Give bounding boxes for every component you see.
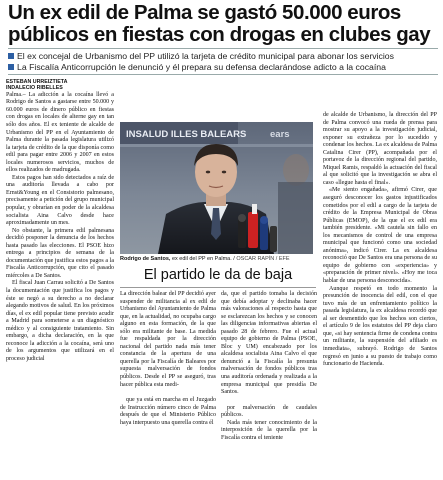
headline-line-1: Un ex edil de Palma se gastó 50.000 euros <box>8 1 401 24</box>
paragraph: da, que el partido tomaba la decisión que debía adoptar y declinaba hacer más valoraciones al respecto hasta que se esclarezcan los hechos y se conocen las diligencias informativas abiertas el pasado 28 de febrero. Fue el actual equipo de gobierno de Palma (PSOE, Bloc y UM) encabezado por los alcaldesa socialista Aina Calvo el que denunció a la Fiscalía la presunta malversación de fondos públicos tras una auditoría ordenada y realizada a la empresa municipal que presidía De Santos. <box>221 291 317 396</box>
divider <box>8 48 438 49</box>
paragraph: «Me siento engañada», afirmó Cirer, que aseguró desconocer los gastos injustificados cometidos por el edil a cargo de la tarjeta de crédito de la Empresa Municipal de Obras Públicas (EMOP), de la que el ex edil era también presidente. «Mi cautela sin fallo en los mecanismos de control de una empresa municipal que funcionó como una sociedad anónima», indicó Cirer. La ex alcaldesa reconoció que De Santos era una persona de su equipo de gobierno con «experiencia» y «preparación de primer nivel». «Hoy me toca hablar de una persona desconocida». <box>323 187 437 285</box>
paragraph: por malversación de caudales públicos. <box>221 404 317 419</box>
caption-text: ex edil del PP en Palma. / <box>170 256 235 262</box>
deck-text: La Fiscalía Anticorrupción le denunció y él prepara su defensa declarándose adicto a la cocaína <box>17 61 386 72</box>
paragraph: No obstante, la primera edil palmesana decidió posponer la denuncia de los hechos hasta pasado las elecciones. El PSOE hizo entrega a principios de semana de la documentación que justifica estos pagos a la Fiscalía Anticorrupción, que cito el pasado miércoles a De Santos. <box>6 227 114 279</box>
paragraph: Estos pagos han sido detectados a raíz de una auditoría llevada a cabo por Ernst&Young en el Consistorio palmesano, precisamente a petición del grupo municipal popular, y obrarían en poder de la alcaldesa socialista Aina Calvo desde hace aproximadamente un mes. <box>6 174 114 227</box>
paragraph: que ya está en marcha en el Juzgado de Instrucción número cinco de Palma después de que el Ministerio Público haya interpuesto una querella contra él <box>120 397 216 426</box>
deck <box>8 51 438 72</box>
caption-name: Rodrigo de Santos, <box>120 256 171 262</box>
square-bullet-icon <box>8 53 14 59</box>
divider <box>8 74 438 75</box>
article-column-4 <box>323 112 437 369</box>
paragraph: El fiscal Juan Carrau solicitó a De Santos la documentación que justifica los pagos y éste se negó a su derecho a no declarar alegando motivos de salud. En los próximos días, el ex edil popular tiene previsto acudir a Madrid para someterse a un diagnóstico médico y al consiguiente tratamiento. Sin embargo, a dicha declaración, en la que reconoce la adicción a la cocaína, será uno de los argumentos que utilizará en el proceso judicial <box>6 280 114 362</box>
headline <box>8 2 438 46</box>
section-subhead: El partido le da de baja <box>143 267 293 283</box>
paragraph: Palma.– La adicción a la cocaína llevó a Rodrigo de Santos a gastarse entre 50.000 y 60.000 euros de dinero público en fiestas con drogas en locales de alterne gay en tan sólo dos años. El ex teniente de alcalde de Urbanismo del PP en el Ayuntamiento de Palma durante la pasada legislatura utilizó la tarjeta de crédito de la que disponía como edil para pagar entre 2006 y 2007 en estos locales numerosos servicios, muchos de ellos realizados de madrugada. <box>6 91 114 174</box>
paragraph: La dirección balear del PP decidió ayer suspender de militancia al ex edil de Urbanismo del Ayuntamiento de Palma que, en la actualidad, no ocupaba cargo alguno en esta formación, de la que sólo era militante de base. La medida fue respaldada por la dirección nacional del partido nada más tener constancia de la apertura de una querella por la Fiscalía de Baleares por supuesta malversación de fondos públicos. Desde el PP se aseguró, tras hacer pública esta medi- <box>120 291 216 388</box>
backdrop-text: ears <box>270 129 290 140</box>
divider <box>120 287 316 288</box>
square-bullet-icon <box>8 64 14 70</box>
article-column-2 <box>120 291 216 427</box>
byline <box>6 79 114 92</box>
byline-author: ESTEBAN URREIZTIETA <box>6 79 68 85</box>
byline-author: INDALECIO RIBELLES <box>6 85 63 92</box>
paragraph: Nada más tener conocimiento de la interposición de la querella por la Fiscalía contra el teniente <box>221 419 317 441</box>
paragraph: de alcalde de Urbanismo, la dirección del PP de Palma convocó una rueda de prensa para mostrar su apoyo a la investigación judicial, exponer su extrañeza por lo sucedido y condenar los hechos. La ex alcaldesa de Palma Catalina Cirer (PP), acompañada por el portavoz de la dirección regional del partido, Miquel Ramis, respaldó la actuación del fiscal al que solicitó que la investigación se abra el caso «llegue hasta el final». <box>323 112 437 186</box>
news-photo <box>120 122 313 254</box>
photo-credit: OSCAR RAPÍN / EFE <box>234 256 290 262</box>
paragraph: Aunque respetó en todo momento la presunción de inocencia del edil, con el que tuvo más de un enfrentamiento político la pasada legislatura, la ex alcaldesa recordó que al ser desmentido que los hechos son ciertos, el artículo 9 de los estatutos del PP deja claro que, «si hay sentencia firme de condena contra un militante, la suspensión del afiliado es inmediata», subrayó. Rodrigo de Santos regresó en junio a su puesto de trabajo como funcionario de Hacienda. <box>323 285 437 368</box>
deck-item <box>8 51 438 62</box>
deck-text: El ex concejal de Urbanismo del PP utilizó la tarjeta de crédito municipal para abonar los servicios <box>17 51 394 61</box>
headline-line-2: públicos en fiestas con drogas en clubes gay <box>8 23 431 46</box>
photo-illustration <box>120 122 313 254</box>
backdrop-text: INSALUD ILLES BALEARS <box>126 129 247 140</box>
photo-caption <box>120 256 316 263</box>
deck-item <box>8 62 438 73</box>
article-column-1 <box>6 79 114 364</box>
article-column-3 <box>221 291 317 442</box>
